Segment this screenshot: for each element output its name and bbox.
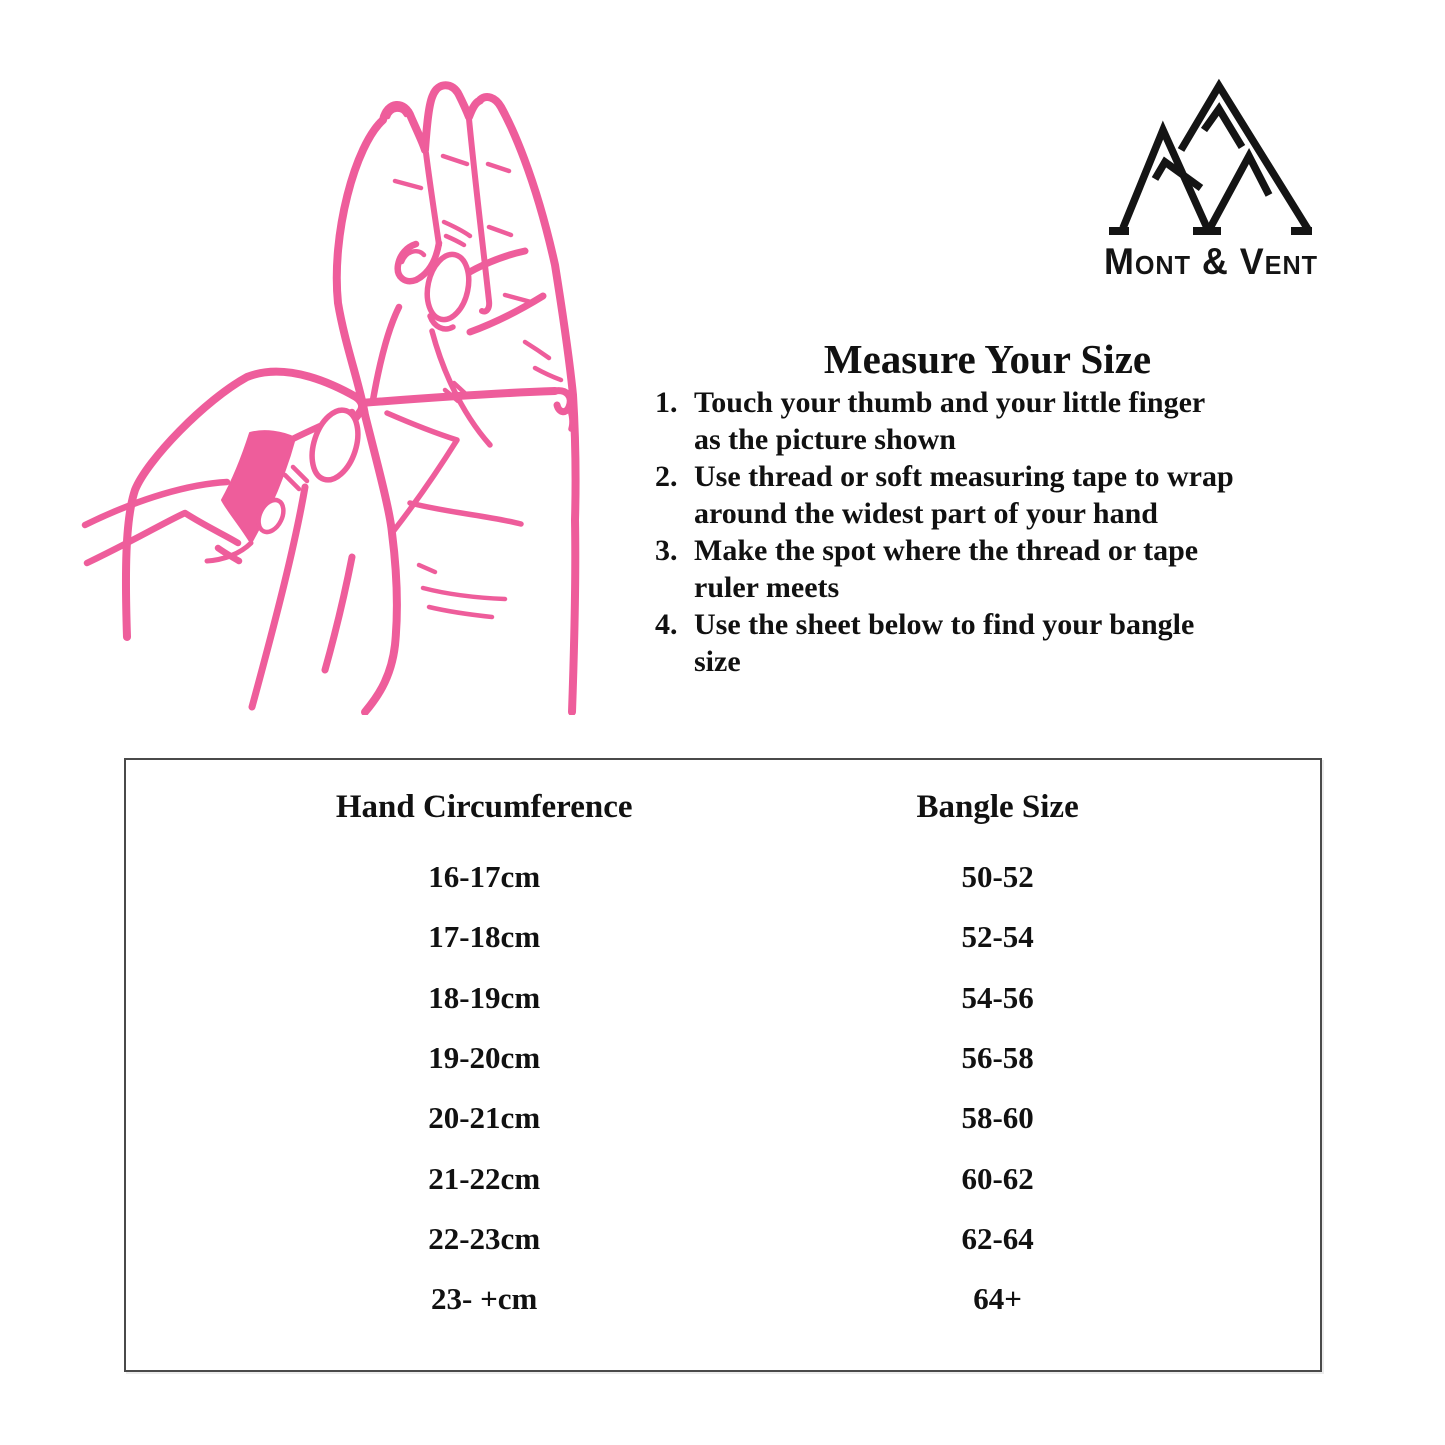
bangle-size-cell: 58-60 bbox=[961, 1100, 1034, 1136]
hand-circumference-cell: 22-23cm bbox=[428, 1220, 541, 1256]
section-title: Measure Your Size bbox=[823, 336, 1152, 382]
instruction-line: Touch your thumb and your little finger bbox=[694, 386, 1206, 419]
bangle-size-cell: 50-52 bbox=[961, 859, 1034, 895]
brand-logo bbox=[1092, 70, 1330, 282]
bangle-size-cell: 54-56 bbox=[961, 979, 1034, 1015]
hand-measuring-with-thread-illustration bbox=[55, 55, 655, 715]
instruction-item bbox=[655, 384, 1320, 458]
bangle-size-cell: 56-58 bbox=[961, 1040, 1034, 1076]
instruction-list bbox=[655, 384, 1320, 680]
instruction-line: size bbox=[694, 645, 741, 678]
table-row bbox=[126, 1028, 1320, 1088]
instruction-line: Use the sheet below to find your bangle bbox=[694, 608, 1195, 641]
instruction-number: 1. bbox=[655, 386, 678, 419]
instruction-item bbox=[655, 606, 1320, 680]
bangle-size-cell: 60-62 bbox=[961, 1160, 1034, 1196]
instruction-line: around the widest part of your hand bbox=[694, 497, 1158, 530]
hand-circumference-cell: 17-18cm bbox=[428, 919, 541, 955]
hand-circumference-cell: 21-22cm bbox=[428, 1160, 541, 1196]
brand-name: Mont & Vent bbox=[1103, 241, 1319, 282]
instruction-line: Use thread or soft measuring tape to wrap bbox=[694, 460, 1234, 493]
measure-section bbox=[655, 336, 1320, 680]
header-hand-circumference: Hand Circumference bbox=[335, 788, 633, 825]
hand-circumference-cell: 16-17cm bbox=[428, 859, 541, 895]
instruction-number: 3. bbox=[655, 534, 678, 567]
table-row bbox=[126, 907, 1320, 967]
instruction-text bbox=[694, 606, 1320, 680]
bangle-size-cell: 62-64 bbox=[961, 1220, 1034, 1256]
instruction-line: as the picture shown bbox=[694, 423, 956, 456]
thread-tail bbox=[569, 407, 572, 429]
table-row bbox=[126, 847, 1320, 907]
instruction-line: ruler meets bbox=[694, 571, 840, 604]
hand-circumference-cell: 23- +cm bbox=[431, 1281, 538, 1317]
table-row bbox=[126, 1148, 1320, 1208]
instruction-text bbox=[694, 532, 1320, 606]
hand-circumference-cell: 20-21cm bbox=[428, 1100, 541, 1136]
table-row bbox=[126, 1088, 1320, 1148]
table-row bbox=[126, 1209, 1320, 1269]
size-table bbox=[124, 758, 1322, 1372]
instruction-text bbox=[694, 384, 1320, 458]
mountain-logo-icon bbox=[1096, 70, 1326, 242]
size-table-header-row bbox=[126, 785, 1320, 829]
bangle-size-cell: 64+ bbox=[973, 1281, 1022, 1317]
size-table-body bbox=[126, 847, 1320, 1329]
bangle-size-cell: 52-54 bbox=[961, 919, 1034, 955]
table-row bbox=[126, 1269, 1320, 1329]
hand-circumference-cell: 19-20cm bbox=[428, 1040, 541, 1076]
header-bangle-size: Bangle Size bbox=[916, 788, 1079, 825]
instruction-line: Make the spot where the thread or tape bbox=[694, 534, 1199, 567]
instruction-text bbox=[694, 458, 1320, 532]
hand-circumference-cell: 18-19cm bbox=[428, 979, 541, 1015]
instruction-number: 2. bbox=[655, 460, 678, 493]
instruction-number: 4. bbox=[655, 608, 678, 641]
table-row bbox=[126, 968, 1320, 1028]
instruction-item bbox=[655, 532, 1320, 606]
instruction-item bbox=[655, 458, 1320, 532]
